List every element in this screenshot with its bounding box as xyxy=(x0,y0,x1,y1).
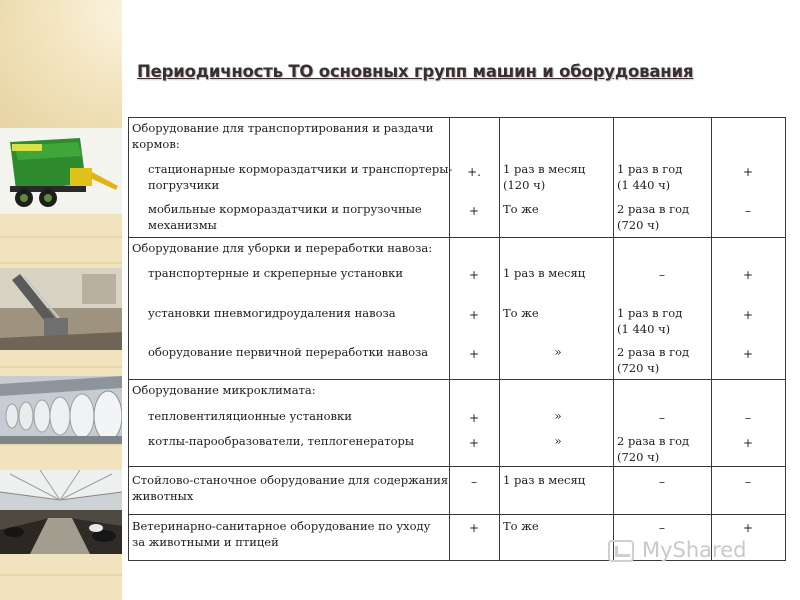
cell-interval: 1 раз в год (1 440 ч) xyxy=(617,162,683,192)
row-name: тепловентиляционные установки xyxy=(148,409,352,423)
group-separator xyxy=(128,237,786,238)
cell-mark: + xyxy=(742,308,754,322)
cell-interval: » xyxy=(554,409,562,423)
ventilation-fans-photo xyxy=(0,376,122,444)
cell-interval: » xyxy=(554,345,562,359)
group-label: Оборудование микроклимата: xyxy=(132,383,316,397)
row-name: мобильные кормораздатчики и погрузочные механизмы xyxy=(148,202,422,232)
cell-mark: – xyxy=(745,204,751,218)
barn-interior-photo xyxy=(0,470,122,554)
cell-interval: » xyxy=(554,434,562,448)
row-name: оборудование первичной переработки навоза xyxy=(148,345,429,359)
cell-mark: + xyxy=(742,521,754,535)
cell-interval: – xyxy=(659,475,665,489)
row-name: транспортерные и скреперные установки xyxy=(148,266,404,280)
page-title: Периодичность ТО основных групп машин и оборудования xyxy=(137,62,694,81)
cell-interval: 1 раз в месяц xyxy=(503,266,586,280)
cell-mark: + xyxy=(468,521,480,535)
row-name: котлы-парообразователи, теплогенераторы xyxy=(148,434,415,448)
cell-mark: + xyxy=(468,436,480,450)
group-label: Ветеринарно-санитарное оборудование по уходу за животными и птицей xyxy=(132,519,431,549)
cell-mark: – xyxy=(745,411,751,425)
cell-interval: 2 раза в год (720 ч) xyxy=(617,345,690,375)
row-name: установки пневмогидроудаления навоза xyxy=(148,306,396,320)
cell-mark: – xyxy=(745,475,751,489)
cell-mark: + xyxy=(468,411,480,425)
cell-interval: 2 раза в год (720 ч) xyxy=(617,202,690,232)
group-separator xyxy=(128,379,786,380)
table-border-left xyxy=(128,117,129,561)
column-divider xyxy=(499,117,500,561)
group-separator xyxy=(128,514,786,515)
feed-mixer-photo xyxy=(0,128,122,214)
cell-interval: То же xyxy=(503,519,539,533)
watermark xyxy=(608,536,768,570)
cell-mark: + xyxy=(742,165,754,179)
watermark-text: MyShared xyxy=(642,538,747,562)
cell-mark: + xyxy=(742,268,754,282)
cell-interval: 2 раза в год (720 ч) xyxy=(617,434,690,464)
cell-mark: + xyxy=(468,347,480,361)
column-divider xyxy=(613,117,614,561)
maintenance-table xyxy=(128,117,786,561)
cell-interval: 1 раз в месяц xyxy=(503,473,586,487)
row-name: стационарные кормораздатчики и транспортеры- погрузчики xyxy=(148,162,453,192)
cell-interval: 1 раз в месяц (120 ч) xyxy=(503,162,586,192)
cell-mark: + xyxy=(468,268,480,282)
table-border-right xyxy=(785,117,786,561)
group-label: Оборудование для уборки и переработки навоза: xyxy=(132,241,433,255)
cell-mark: + xyxy=(468,204,480,218)
cell-mark: – xyxy=(471,475,477,489)
table-border-top xyxy=(128,117,786,118)
cell-mark: + xyxy=(742,436,754,450)
cell-interval: – xyxy=(659,411,665,425)
cell-interval: – xyxy=(659,268,665,282)
column-divider xyxy=(711,117,712,561)
manure-conveyor-photo xyxy=(0,268,122,350)
decorative-wave xyxy=(0,0,122,130)
cell-mark: + xyxy=(468,308,480,322)
group-separator xyxy=(128,466,786,467)
cell-mark: + xyxy=(742,347,754,361)
cell-interval: 1 раз в год (1 440 ч) xyxy=(617,306,683,336)
chart-logo-icon xyxy=(608,540,634,562)
cell-interval: – xyxy=(659,521,665,535)
cell-interval: То же xyxy=(503,306,539,320)
cell-mark: +. xyxy=(467,165,481,179)
group-label: Стойлово-станочное оборудование для содержания животных xyxy=(132,473,449,503)
cell-interval: То же xyxy=(503,202,539,216)
group-label: Оборудование для транспортирования и раздачи кормов: xyxy=(132,121,434,151)
